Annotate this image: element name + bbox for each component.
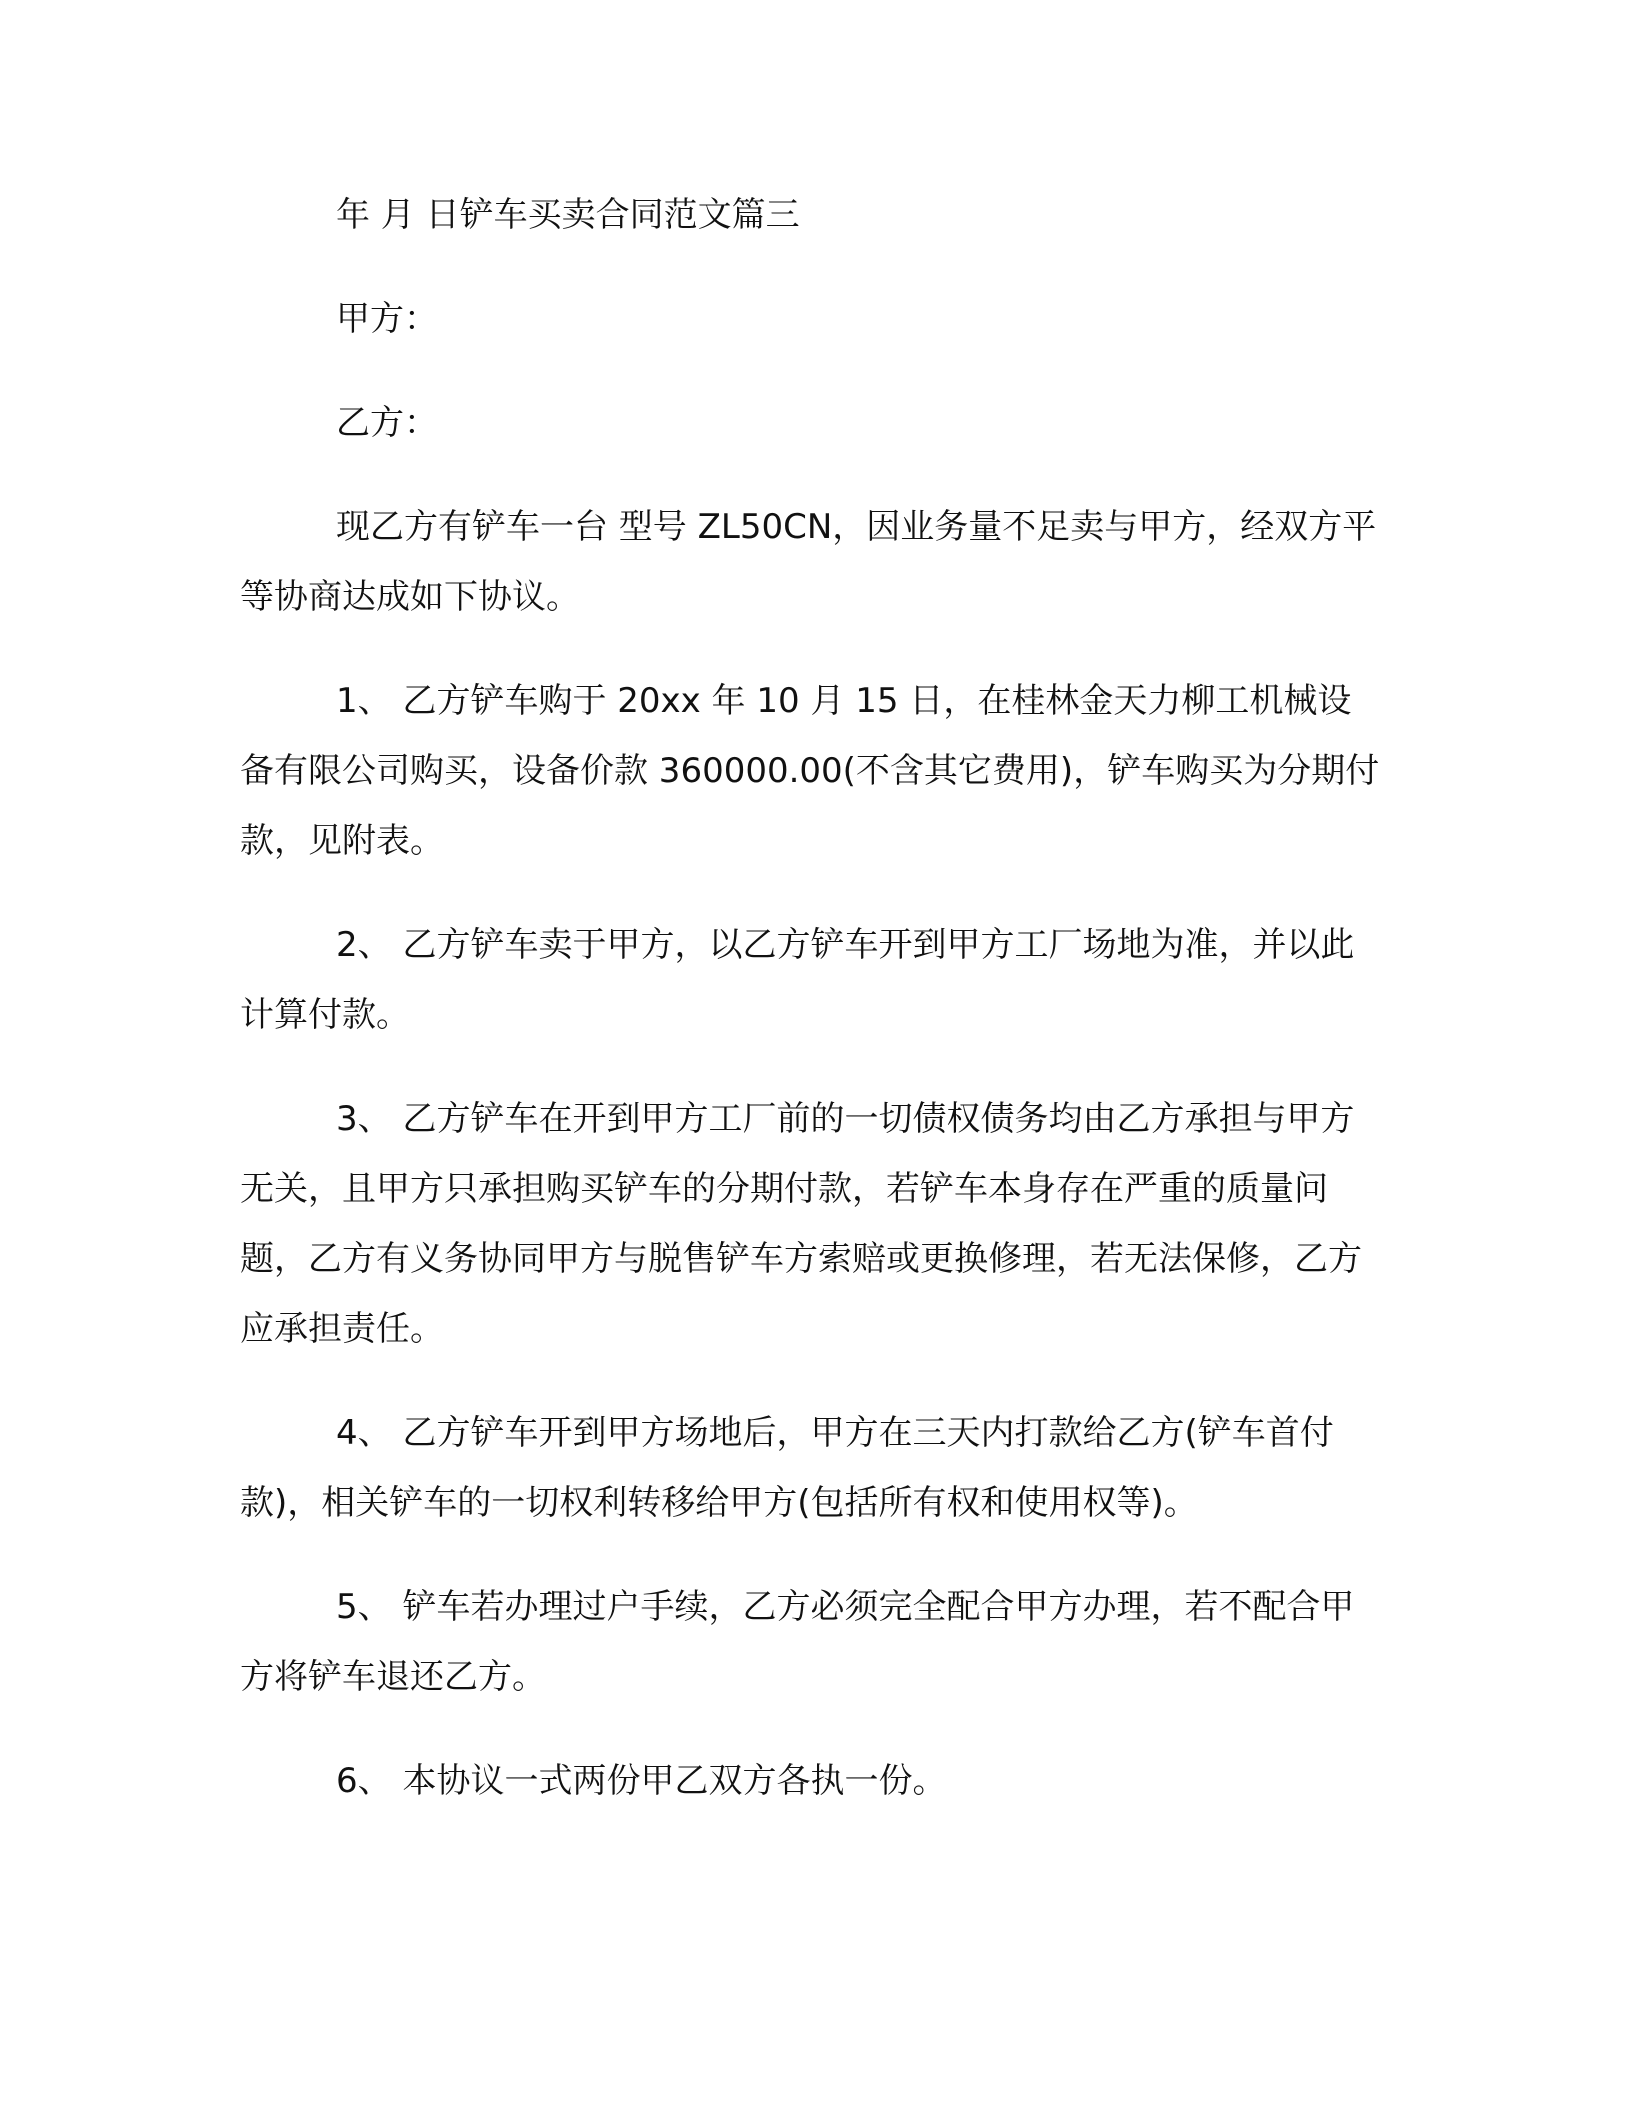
clause-3: 3、 乙方铲车在开到甲方工厂前的一切债权债务均由乙方承担与甲方无关，且甲方只承担购买铲车的分期付款，若铲车本身存在严重的质量问题，乙方有义务协同甲方与脱售铲车方索赔或更换修理，若无法保修，乙方应承担责任。 bbox=[240, 1099, 1362, 1349]
intro-paragraph: 现乙方有铲车一台 型号 ZL50CN，因业务量不足卖与甲方，经双方平等协商达成如下协议。 bbox=[240, 507, 1377, 617]
party-a-label: 甲方： bbox=[336, 299, 438, 339]
document-heading: 年 月 日铲车买卖合同范文篇三 bbox=[336, 195, 800, 235]
clause-5: 5、 铲车若办理过户手续，乙方必须完全配合甲方办理，若不配合甲方将铲车退还乙方。 bbox=[240, 1587, 1355, 1697]
clause-6: 6、 本协议一式两份甲乙双方各执一份。 bbox=[336, 1761, 947, 1801]
party-b-label: 乙方： bbox=[336, 403, 438, 443]
document-body bbox=[240, 180, 1380, 1816]
clause-2: 2、 乙方铲车卖于甲方，以乙方铲车开到甲方工厂场地为准，并以此计算付款。 bbox=[240, 925, 1355, 1035]
clause-4: 4、 乙方铲车开到甲方场地后，甲方在三天内打款给乙方(铲车首付款)，相关铲车的一切权利转移给甲方(包括所有权和使用权等)。 bbox=[240, 1413, 1334, 1523]
clause-1: 1、 乙方铲车购于 20xx 年 10 月 15 日，在桂林金天力柳工机械设备有限公司购买，设备价款 360000.00(不含其它费用)，铲车购买为分期付款，见附表。 bbox=[240, 681, 1380, 861]
